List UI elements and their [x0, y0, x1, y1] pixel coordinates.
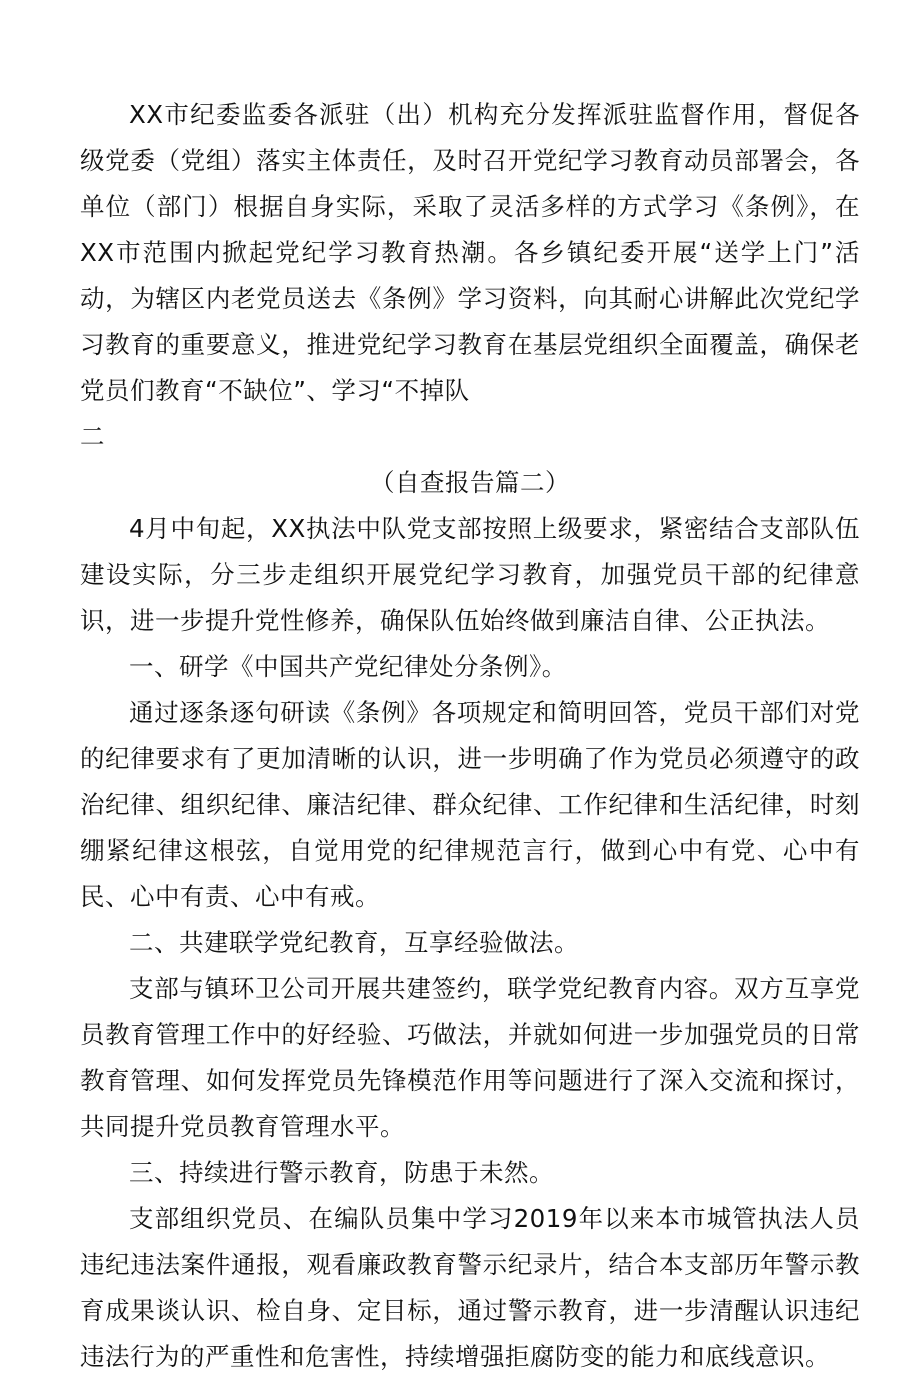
intro-paragraph: XX市纪委监委各派驻（出）机构充分发挥派驻监督作用，督促各级党委（党组）落实主体责任，及时召开党纪学习教育动员部署会，各单位（部门）根据自身实际，采取了灵活多样的方式学习《条例》，在XX市范围内掀起党纪学习教育热潮。各乡镇纪委开展“送学上门”活动，为辖区内老党员送去《条例》学习资料，向其耐心讲解此次党纪学习教育的重要意义，推进党纪学习教育在基层党组织全面覆盖，确保老党员们教育“不缺位”、学习“不掉队 — [80, 100, 860, 405]
item-heading-3: 三、持续进行警示教育，防患于未然。 — [129, 1158, 554, 1187]
item-heading-1: 一、研学《中国共产党纪律处分条例》。 — [129, 652, 567, 681]
document-page — [80, 92, 860, 1380]
item-body-2: 支部与镇环卫公司开展共建签约，联学党纪教育内容。双方互享党员教育管理工作中的好经验、巧做法，并就如何进一步加强党员的日常教育管理、如何发挥党员先锋模范作用等问题进行了深入交流和探讨，共同提升党员教育管理水平。 — [80, 974, 860, 1141]
item-body-3: 支部组织党员、在编队员集中学习2019年以来本市城管执法人员违纪违法案件通报，观看廉政教育警示纪录片，结合本支部历年警示教育成果谈认识、检自身、定目标，通过警示教育，进一步清醒认识违纪违法行为的严重性和危害性，持续增强拒腐防变的能力和底线意识。 — [80, 1204, 860, 1371]
intro-paragraph-tail: 二 — [80, 422, 105, 451]
item-body-1: 通过逐条逐句研读《条例》各项规定和简明回答，党员干部们对党的纪律要求有了更加清晰的认识，进一步明确了作为党员必须遵守的政治纪律、组织纪律、廉洁纪律、群众纪律、工作纪律和生活纪律，时刻绷紧纪律这根弦，自觉用党的纪律规范言行，做到心中有党、心中有民、心中有责、心中有戒。 — [80, 698, 860, 911]
section-title: （自查报告篇二） — [370, 468, 570, 497]
item-heading-2: 二、共建联学党纪教育，互享经验做法。 — [129, 928, 579, 957]
report-intro-paragraph: 4月中旬起，XX执法中队党支部按照上级要求，紧密结合支部队伍建设实际，分三步走组织开展党纪学习教育，加强党员干部的纪律意识，进一步提升党性修养，确保队伍始终做到廉洁自律、公正执法。 — [80, 514, 860, 635]
